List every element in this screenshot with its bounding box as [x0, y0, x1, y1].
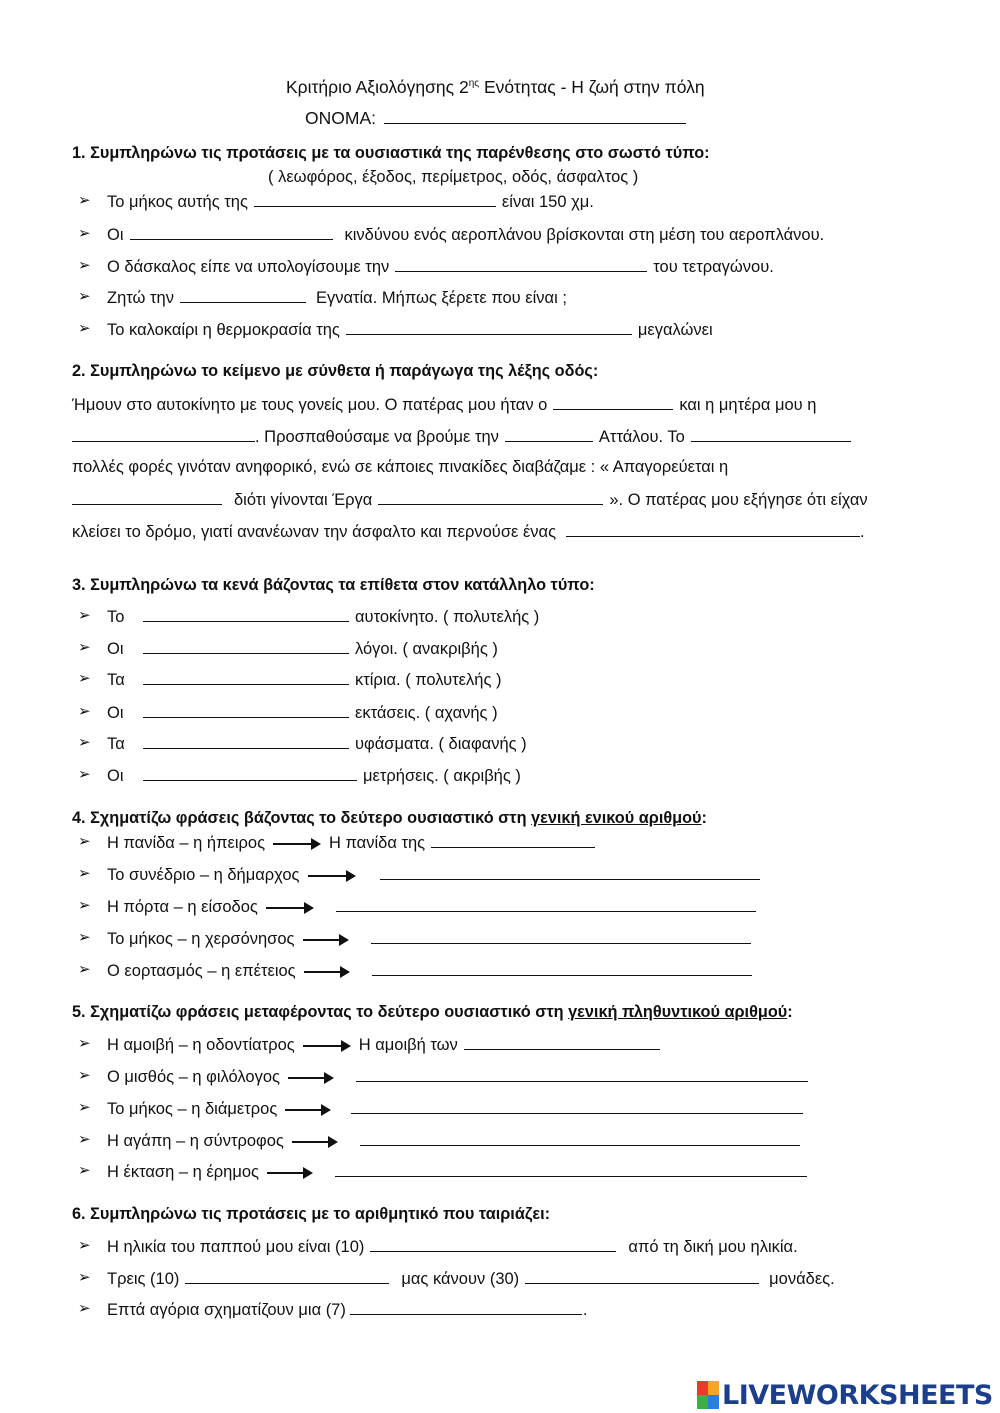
bullet-icon: ➢: [78, 320, 91, 337]
blank[interactable]: [143, 606, 349, 622]
blank[interactable]: [371, 928, 751, 944]
bullet-icon: ➢: [78, 288, 91, 305]
blank[interactable]: [351, 1098, 803, 1114]
arrow-icon: [267, 1167, 313, 1179]
bullet-icon: ➢: [78, 1237, 91, 1254]
logo-square-orange: [708, 1381, 719, 1395]
logo-square-green: [697, 1395, 708, 1409]
arrow-icon: [288, 1072, 334, 1084]
arrow-icon: [303, 934, 349, 946]
s1-item-3: Ο δάσκαλος είπε να υπολογίσουμε την του τετραγώνου.: [107, 258, 774, 276]
liveworksheets-logo: [697, 1378, 993, 1412]
bullet-icon: ➢: [78, 257, 91, 274]
bullet-icon: ➢: [78, 766, 91, 783]
s6-item-3: Επτά αγόρια σχηματίζουν μια (7) .: [107, 1301, 588, 1319]
bullet-icon: ➢: [78, 607, 91, 624]
blank[interactable]: [350, 1299, 582, 1315]
bullet-icon: ➢: [78, 1099, 91, 1116]
bullet-icon: ➢: [78, 1162, 91, 1179]
s2-line-2: . Προσπαθούσαμε να βρούμε την Αττάλου. Το: [72, 426, 857, 447]
blank[interactable]: [525, 1268, 759, 1284]
s2-line-1: Ήμουν στο αυτοκίνητο με τους γονείς μου. Ο πατέρας μου ήταν ο και η μητέρα μου η: [72, 396, 817, 414]
blank[interactable]: [143, 638, 349, 654]
blank[interactable]: [370, 1236, 616, 1252]
worksheet-title: Κριτήριο Αξιολόγησης $2^{\eta\varsigma}$ Ενότητας - Η ζωή στην πόλη: [286, 77, 705, 97]
s4-item-1: Η πανίδα – η ήπειρος Η πανίδα της: [107, 832, 601, 853]
s2-line-4: διότι γίνονται Έργα ». Ο πατέρας μου εξήγησε ότι είχαν: [72, 489, 868, 510]
arrow-icon: [285, 1104, 331, 1116]
bullet-icon: ➢: [78, 1131, 91, 1148]
blank[interactable]: [356, 1066, 808, 1082]
blank[interactable]: [72, 426, 255, 442]
bullet-icon: ➢: [78, 833, 91, 850]
blank[interactable]: [553, 394, 673, 410]
name-blank[interactable]: [384, 108, 686, 124]
s5-item-4: Η αγάπη – η σύντροφος: [107, 1130, 806, 1151]
s4-item-2: Το συνέδριο – η δήμαρχος: [107, 864, 766, 885]
s5-item-3: Το μήκος – η διάμετρος: [107, 1098, 809, 1119]
blank[interactable]: [130, 224, 333, 240]
s2-line-3: πολλές φορές γινόταν ανηφορικό, ενώ σε κάποιες πινακίδες διαβάζαμε : « Απαγορεύεται η: [72, 458, 729, 476]
blank[interactable]: [72, 489, 222, 505]
s1-item-4: Ζητώ την Εγνατία. Μήπως ξέρετε που είναι ;: [107, 289, 567, 307]
bullet-icon: ➢: [78, 897, 91, 914]
bullet-icon: ➢: [78, 1035, 91, 1052]
bullet-icon: ➢: [78, 1067, 91, 1084]
arrow-icon: [304, 966, 350, 978]
section-1-word-bank: ( λεωφόρος, έξοδος, περίμετρος, οδός, άσφαλτος ): [268, 168, 639, 186]
logo-square-blue: [708, 1395, 719, 1409]
blank[interactable]: [431, 832, 595, 848]
blank[interactable]: [254, 191, 496, 207]
arrow-icon: [266, 902, 314, 914]
blank[interactable]: [566, 521, 860, 537]
blank[interactable]: [372, 960, 752, 976]
bullet-icon: ➢: [78, 670, 91, 687]
bullet-icon: ➢: [78, 225, 91, 242]
bullet-icon: ➢: [78, 1269, 91, 1286]
blank[interactable]: [691, 426, 851, 442]
s3-item-4: Οι εκτάσεις. ( αχανής ): [107, 704, 498, 722]
s3-item-1: Το αυτοκίνητο. ( πολυτελής ): [107, 608, 540, 626]
arrow-icon: [292, 1136, 338, 1148]
bullet-icon: ➢: [78, 639, 91, 656]
s5-item-1: Η αμοιβή – η οδοντίατρος Η αμοιβή των: [107, 1034, 666, 1055]
blank[interactable]: [346, 319, 632, 335]
s3-item-3: Τα κτίρια. ( πολυτελής ): [107, 671, 502, 689]
s4-item-3: Η πόρτα – η είσοδος: [107, 896, 762, 917]
s3-item-2: Οι λόγοι. ( ανακριβής ): [107, 640, 498, 658]
s5-item-5: Η έκταση – η έρημος: [107, 1161, 813, 1182]
bullet-icon: ➢: [78, 703, 91, 720]
blank[interactable]: [335, 1161, 807, 1177]
section-5-heading: 5. Σχηματίζω φράσεις μεταφέροντας το δεύτερο ουσιαστικό στη γενική πληθυντικού αριθμού:: [72, 1003, 793, 1021]
bullet-icon: ➢: [78, 929, 91, 946]
arrow-icon: [273, 838, 321, 850]
section-2-heading: 2. Συμπληρώνω το κείμενο με σύνθετα ή παράγωγα της λέξης οδός:: [72, 362, 599, 380]
bullet-icon: ➢: [78, 865, 91, 882]
section-1-heading: 1. Συμπληρώνω τις προτάσεις με τα ουσιαστικά της παρένθεσης στο σωστό τύπο:: [72, 144, 710, 162]
s1-item-1: Το μήκος αυτής της είναι 150 χμ.: [107, 193, 594, 211]
blank[interactable]: [505, 426, 593, 442]
s5-item-2: Ο μισθός – η φιλόλογος: [107, 1066, 814, 1087]
brand-name: LIVEWORKSHEETS: [722, 1379, 993, 1411]
blank[interactable]: [185, 1268, 389, 1284]
blank[interactable]: [180, 287, 306, 303]
liveworksheets-logo-icon: [697, 1381, 719, 1409]
s4-item-4: Το μήκος – η χερσόνησος: [107, 928, 757, 949]
bullet-icon: ➢: [78, 961, 91, 978]
section-4-heading: 4. Σχηματίζω φράσεις βάζοντας το δεύτερο ουσιαστικό στη γενική ενικού αριθμού:: [72, 809, 707, 827]
blank[interactable]: [464, 1034, 660, 1050]
blank[interactable]: [360, 1130, 800, 1146]
blank[interactable]: [380, 864, 760, 880]
bullet-icon: ➢: [78, 192, 91, 209]
s4-item-5: Ο εορτασμός – η επέτειος: [107, 960, 758, 981]
arrow-icon: [303, 1040, 351, 1052]
name-field[interactable]: ΟΝΟΜΑ:: [305, 108, 692, 128]
logo-square-red: [697, 1381, 708, 1395]
section-3-heading: 3. Συμπληρώνω τα κενά βάζοντας τα επίθετα στον κατάλληλο τύπο:: [72, 576, 595, 594]
arrow-icon: [308, 870, 356, 882]
blank[interactable]: [336, 896, 756, 912]
bullet-icon: ➢: [78, 734, 91, 751]
blank[interactable]: [143, 669, 349, 685]
s6-item-2: Τρεις (10) μας κάνουν (30) μονάδες.: [107, 1270, 835, 1288]
blank[interactable]: [378, 489, 603, 505]
blank[interactable]: [143, 702, 349, 718]
blank[interactable]: [143, 765, 357, 781]
s1-item-5: Το καλοκαίρι η θερμοκρασία της μεγαλώνει: [107, 321, 713, 339]
s3-item-5: Τα υφάσματα. ( διαφανής ): [107, 735, 527, 753]
section-6-heading: 6. Συμπληρώνω τις προτάσεις με το αριθμητικό που ταιριάζει:: [72, 1205, 551, 1223]
blank[interactable]: [395, 256, 647, 272]
s1-item-2: Οι κινδύνου ενός αεροπλάνου βρίσκονται στη μέση του αεροπλάνου.: [107, 226, 825, 244]
s6-item-1: Η ηλικία του παππού μου είναι (10) από τη δική μου ηλικία.: [107, 1238, 798, 1256]
s3-item-6: Οι μετρήσεις. ( ακριβής ): [107, 767, 521, 785]
s2-line-5: κλείσει το δρόμο, γιατί ανανέωναν την άσφαλτο και περνούσε ένας .: [72, 523, 865, 541]
blank[interactable]: [143, 733, 349, 749]
bullet-icon: ➢: [78, 1300, 91, 1317]
